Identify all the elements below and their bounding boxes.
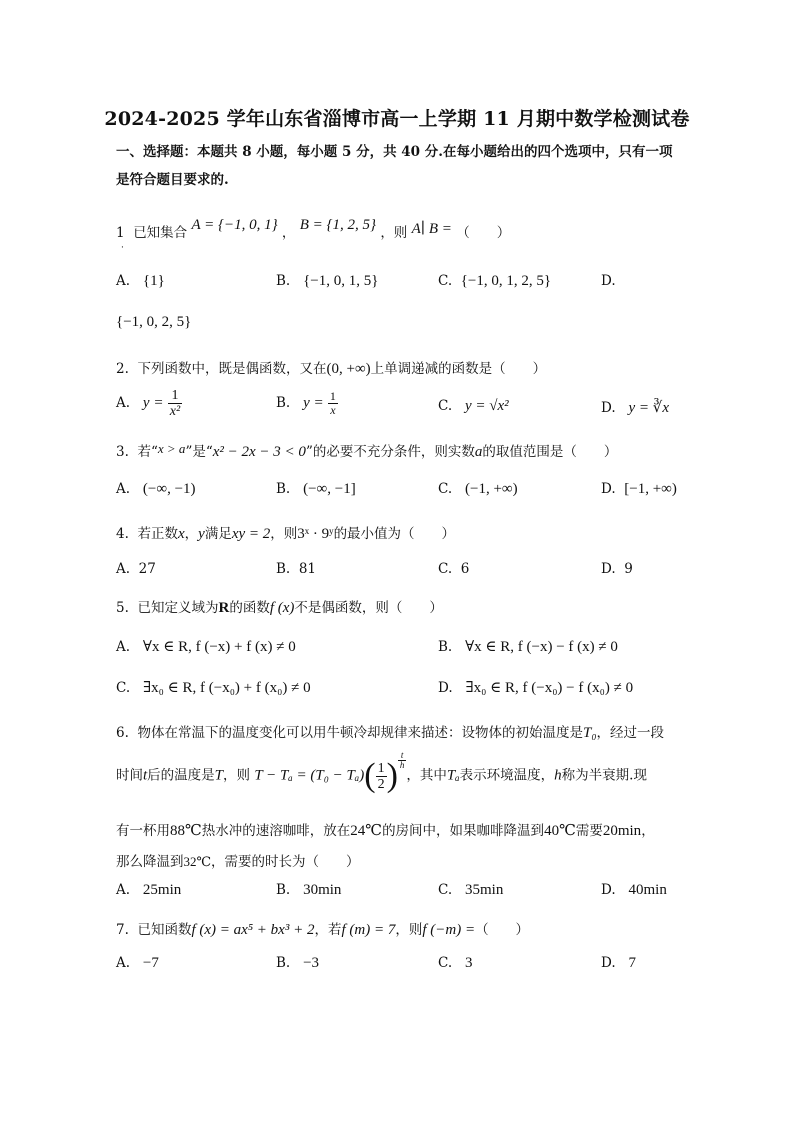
option-d[interactable] — [601, 273, 616, 289]
option-value: [−1, +∞) — [624, 481, 677, 497]
option-b[interactable] — [276, 390, 338, 417]
question-text: 不是偶函数，则（ ） — [294, 600, 443, 616]
option-label: A. — [116, 561, 131, 577]
question-text: 已知函数 — [137, 922, 192, 938]
option-label: A. — [116, 955, 131, 971]
option-label: C. — [116, 680, 131, 696]
question-text: ， — [281, 225, 296, 241]
option-b[interactable] — [276, 561, 316, 577]
question-text: ， — [184, 526, 199, 542]
option-d[interactable] — [601, 955, 636, 972]
question-text: ，其中 — [406, 767, 447, 784]
option-label: B. — [276, 395, 291, 411]
fraction-half — [376, 761, 387, 792]
question-text: 时间 — [116, 767, 143, 784]
option-a[interactable] — [116, 955, 159, 972]
bullet-dot: · — [121, 243, 124, 253]
fraction — [328, 390, 338, 417]
answer-paren: （ ） — [456, 225, 511, 241]
var-t: t — [143, 767, 148, 784]
option-value: {−1, 0, 1, 5} — [303, 273, 379, 289]
question-number: 3. — [116, 444, 129, 460]
intersection-expr: A∣ B = — [411, 221, 452, 237]
question-text: 的函数 — [229, 600, 270, 616]
question-text: 的房间中，如果咖啡降温到 — [382, 823, 545, 839]
question-text: 上单调递减的函数是（ ） — [370, 361, 547, 377]
option-label: A. — [116, 882, 131, 898]
expression: f (−m) = — [422, 922, 476, 938]
section-heading — [116, 138, 686, 194]
formula-lhs: T − Tₐ = (T₀ − Tₐ) — [254, 767, 365, 784]
question-text: 物体在常温下的温度变化可以用牛顿冷却规律来描述：设物体的初始温度是 — [137, 725, 583, 741]
question-text: 的最小值为（ ） — [333, 526, 456, 542]
question-1 — [116, 217, 511, 242]
option-value: (−∞, −1) — [142, 481, 196, 497]
option-value: y = √x² — [465, 398, 509, 414]
fraction-denominator: x — [330, 403, 336, 417]
question-text: ，则 — [223, 767, 251, 784]
question-text: 下列函数中，既是偶函数，又在 — [137, 361, 327, 377]
question-text: 的取值范围是（ ） — [482, 444, 618, 460]
question-text: 需要 — [575, 823, 603, 839]
option-value: −7 — [142, 955, 159, 971]
question-text: ”的必要不充分条件，则实数 — [305, 444, 475, 460]
option-value: {1} — [142, 273, 165, 289]
fraction-numerator: 1 — [168, 388, 182, 404]
fraction — [168, 388, 182, 419]
option-a[interactable] — [116, 273, 165, 290]
option-d[interactable] — [601, 561, 633, 577]
option-label: D. — [438, 680, 453, 696]
question-text: 有一杯用 — [116, 823, 170, 839]
option-a[interactable] — [116, 561, 156, 577]
option-value: {−1, 0, 2, 5} — [116, 314, 192, 330]
var-T: T — [214, 767, 224, 784]
variable: a — [474, 444, 483, 460]
answer-paren: （ ） — [475, 922, 530, 938]
exponent-numerator: t — [398, 751, 407, 761]
option-label: C. — [438, 561, 453, 577]
question-text: ，则 — [395, 922, 423, 938]
option-value: 6 — [460, 561, 470, 577]
option-label: B. — [438, 639, 453, 655]
option-value: {−1, 0, 1, 2, 5} — [460, 273, 552, 289]
option-label: D. — [601, 955, 616, 971]
fraction-denominator: 2 — [377, 776, 385, 792]
question-number: 2. — [116, 361, 129, 377]
question-text: ，若 — [314, 922, 342, 938]
question-text: 表示环境温度， — [459, 767, 555, 784]
option-value: y = ∛x — [628, 400, 670, 416]
option-label: D. — [601, 273, 616, 289]
fraction-numerator: 1 — [377, 760, 385, 776]
var-ta: Tₐ — [446, 767, 460, 784]
option-d[interactable] — [438, 678, 633, 697]
question-4 — [116, 522, 455, 543]
option-c[interactable] — [116, 678, 311, 697]
condition: f (m) = 7 — [341, 922, 396, 938]
condition: xy = 2 — [231, 526, 271, 542]
option-label: D. — [601, 481, 616, 497]
option-label: A. — [116, 639, 131, 655]
paren-close: ) — [386, 757, 398, 794]
question-text: 那么降温到 — [116, 854, 184, 870]
option-value: 3 — [465, 955, 473, 971]
question-number: 6. — [116, 725, 129, 741]
question-text: 后的温度是 — [147, 767, 215, 784]
question-text: ，需要的时长为（ ） — [211, 854, 360, 870]
variable-y: y — [198, 526, 205, 542]
temp-24: 24℃ — [350, 823, 383, 839]
option-d[interactable] — [601, 481, 677, 498]
question-2 — [116, 357, 546, 378]
option-label: D. — [601, 561, 616, 577]
option-label: B. — [276, 273, 291, 289]
option-c[interactable] — [438, 882, 503, 899]
temp-32: 32℃ — [183, 854, 212, 869]
question-number: 1 — [116, 225, 125, 241]
option-c[interactable] — [438, 273, 551, 290]
option-value: ∃x₀ ∈ R, f (−x₀) + f (x₀) ≠ 0 — [143, 680, 311, 696]
option-a[interactable] — [116, 388, 182, 419]
option-label: A. — [116, 273, 131, 289]
question-text: 若正数 — [137, 526, 178, 542]
option-label: C. — [438, 955, 453, 971]
question-6-line-1 — [116, 721, 664, 742]
question-text: 已知定义域为 — [137, 600, 219, 616]
option-value: (−1, +∞) — [465, 481, 518, 497]
option-label: A. — [116, 395, 131, 411]
variable-x: x — [177, 526, 185, 542]
option-label: B. — [276, 882, 291, 898]
question-text: ， — [641, 823, 655, 839]
option-d[interactable] — [601, 882, 667, 899]
time-20min: 20min — [602, 823, 642, 839]
option-d-value[interactable] — [116, 314, 191, 331]
var-t0: T₀ — [582, 725, 597, 741]
fraction-denominator: x² — [169, 404, 181, 419]
exponent-denominator: h — [399, 759, 405, 770]
option-c[interactable] — [438, 481, 518, 498]
set-a: A = {−1, 0, 1} — [191, 217, 278, 233]
option-label: B. — [276, 481, 291, 497]
condition-1: x > a — [157, 441, 186, 456]
interval: (0, +∞) — [326, 361, 371, 377]
option-d[interactable] — [601, 398, 669, 417]
option-value: 30min — [303, 882, 342, 898]
option-c[interactable] — [438, 561, 469, 577]
option-label: B. — [276, 955, 291, 971]
question-text: ，则 — [270, 526, 298, 542]
set-b: B = {1, 2, 5} — [299, 217, 377, 233]
function: f (x) — [269, 600, 295, 616]
option-value: ∃x₀ ∈ R, f (−x₀) − f (x₀) ≠ 0 — [465, 680, 634, 696]
exponent-fraction — [398, 751, 407, 770]
option-a[interactable] — [116, 637, 296, 656]
option-label: D. — [601, 400, 616, 416]
option-b[interactable] — [276, 481, 356, 498]
question-text: 满足 — [204, 526, 232, 542]
question-text: ，经过一段 — [596, 725, 665, 741]
question-3 — [116, 440, 617, 461]
temp-40: 40℃ — [544, 823, 576, 839]
option-value: ∀x ∈ R, f (−x) + f (x) ≠ 0 — [142, 639, 296, 655]
option-value: −3 — [303, 955, 320, 971]
option-label: A. — [116, 481, 131, 497]
question-text: 已知集合 — [133, 225, 188, 241]
option-b[interactable] — [438, 637, 618, 656]
question-text: 热水冲的速溶咖啡，放在 — [201, 823, 351, 839]
question-6-line-3 — [116, 819, 655, 840]
section-heading-line-2: 是符合题目要求的. — [116, 172, 229, 188]
question-text: ，则 — [380, 225, 408, 241]
option-value: 35min — [465, 882, 504, 898]
question-text: 若“ — [137, 444, 158, 460]
option-label: C. — [438, 273, 453, 289]
question-text: ”是“ — [185, 444, 213, 460]
option-value: 25min — [142, 882, 182, 898]
option-label: C. — [438, 882, 453, 898]
option-value: 27 — [138, 561, 156, 577]
page-title: 2024-2025 学年山东省淄博市高一上学期 11 月期中数学检测试卷 — [104, 108, 690, 130]
option-c[interactable] — [438, 398, 509, 415]
section-heading-line-1: 一、选择题：本题共 8 小题，每小题 5 分，共 40 分.在每小题给出的四个选项中，只有一项 — [116, 144, 673, 160]
option-label: D. — [601, 882, 616, 898]
question-7 — [116, 918, 529, 939]
function-def: f (x) = ax⁵ + bx³ + 2 — [191, 922, 315, 938]
condition-2: x² − 2x − 3 < 0 — [212, 444, 306, 460]
option-c[interactable] — [438, 955, 473, 972]
option-value: 40min — [628, 882, 667, 898]
option-value: 7 — [628, 955, 637, 971]
expression: 3ˣ · 9ʸ — [297, 526, 334, 542]
option-b[interactable] — [276, 882, 341, 899]
var-h: h — [554, 767, 562, 784]
question-6-line-2 — [116, 749, 647, 795]
option-b[interactable] — [276, 273, 378, 290]
option-b[interactable] — [276, 955, 319, 972]
paren-open: ( — [364, 757, 376, 794]
option-lhs: y = — [142, 395, 164, 411]
question-number: 4. — [116, 526, 129, 542]
option-lhs: y = — [303, 395, 324, 411]
option-label: B. — [276, 561, 291, 577]
option-value: 81 — [298, 561, 316, 577]
question-number: 5. — [116, 600, 129, 616]
question-5 — [116, 596, 443, 617]
option-value: ∀x ∈ R, f (−x) − f (x) ≠ 0 — [465, 639, 618, 655]
question-6-line-4 — [116, 850, 360, 870]
option-value: 9 — [624, 561, 633, 577]
option-label: C. — [438, 398, 453, 414]
option-value: (−∞, −1] — [303, 481, 356, 497]
option-a[interactable] — [116, 882, 181, 899]
question-number: 7. — [116, 922, 129, 938]
option-label: C. — [438, 481, 453, 497]
set-r: R — [218, 600, 230, 616]
question-text: 称为半衰期.现 — [561, 767, 647, 784]
option-a[interactable] — [116, 481, 196, 498]
fraction-numerator: 1 — [329, 389, 336, 403]
temp-88: 88℃ — [170, 823, 202, 839]
